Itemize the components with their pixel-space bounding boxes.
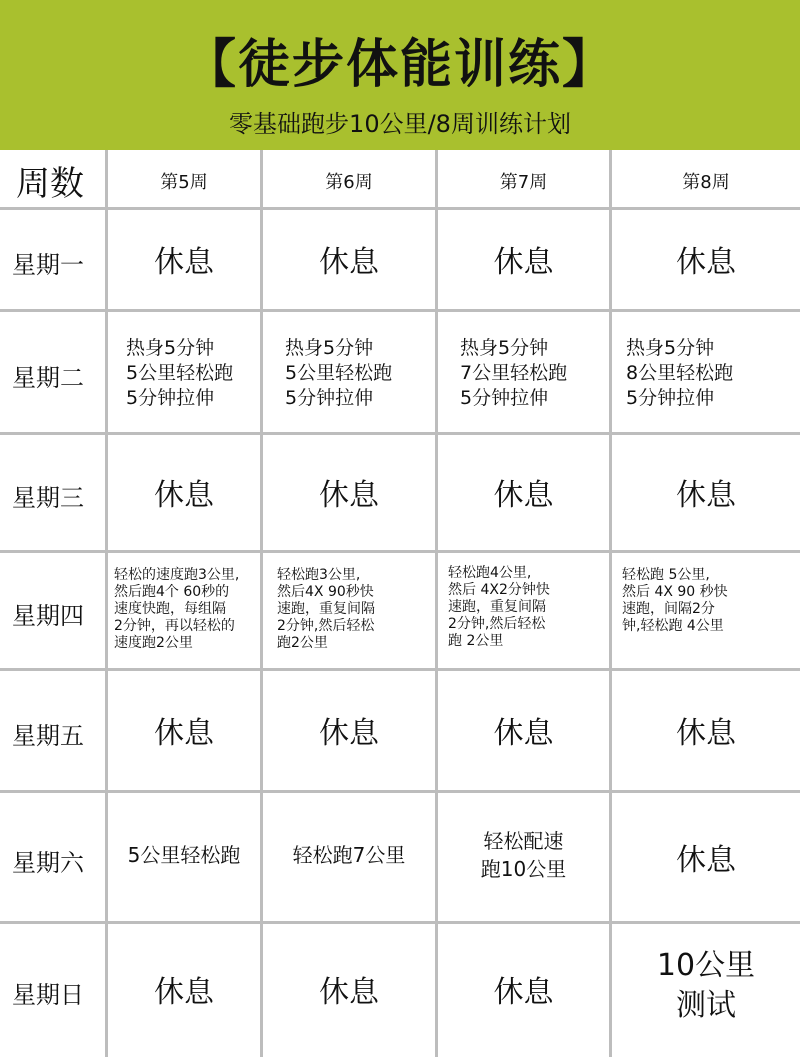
plan-cell (438, 671, 612, 793)
day-label-cell (0, 671, 108, 793)
plan-cell (438, 210, 612, 312)
page-subtitle: 零基础跑步10公里/8周训练计划 (229, 110, 571, 138)
rest-text: 休息 (493, 975, 554, 1010)
workout-text: 轻松跑4公里, 然后 4X2分钟快 速跑，重复间隔 2分钟,然后轻松 跑 2公里 (448, 565, 550, 649)
workout-text: 热身5分钟 5公里轻松跑 5分钟拉伸 (126, 337, 234, 409)
plan-cell (438, 312, 612, 435)
plan-cell (438, 924, 612, 1057)
day-label-cell (0, 924, 108, 1057)
week-header-cell (108, 150, 263, 210)
day-label: 星期六 (12, 849, 84, 877)
corner-cell (0, 150, 108, 210)
plan-cell (438, 553, 612, 671)
test-text: 10公里 测试 (656, 948, 756, 1023)
week-header-cell (612, 150, 800, 210)
plan-cell (263, 312, 438, 435)
workout-text: 轻松跑3公里, 然后4X 90秒快 速跑，重复间隔 2分钟,然后轻松 跑2公里 (277, 567, 375, 651)
rest-text: 休息 (493, 478, 554, 513)
plan-cell (108, 435, 263, 553)
header-banner (0, 0, 800, 150)
plan-cell (612, 671, 800, 793)
day-label: 星期一 (12, 251, 84, 279)
plan-cell (263, 924, 438, 1057)
week-header-cell (263, 150, 438, 210)
workout-text: 轻松的速度跑3公里, 然后跑4个 60秒的 速度快跑，每组隔 2分钟，再以轻松的 速度跑2公里 (114, 567, 240, 651)
rest-text: 休息 (676, 478, 736, 513)
rest-text: 休息 (319, 716, 379, 751)
plan-cell (108, 671, 263, 793)
plan-cell (263, 210, 438, 312)
rest-text: 休息 (154, 245, 214, 280)
plan-cell (612, 793, 800, 924)
day-label-cell (0, 435, 108, 553)
corner-label: 周数 (16, 164, 84, 204)
plan-cell (263, 671, 438, 793)
workout-text: 轻松跑7公里 (292, 843, 406, 867)
workout-text: 轻松跑 5公里, 然后 4X 90 秒快 速跑，间隔2分 钟,轻松跑 4公里 (622, 567, 728, 634)
plan-cell (108, 553, 263, 671)
week-header-label: 第5周 (160, 172, 208, 193)
plan-cell (108, 793, 263, 924)
plan-cell (108, 210, 263, 312)
rest-text: 休息 (676, 716, 736, 751)
rest-text: 休息 (676, 245, 736, 280)
rest-text: 休息 (154, 975, 214, 1010)
plan-cell (612, 924, 800, 1057)
workout-text: 热身5分钟 5公里轻松跑 5分钟拉伸 (285, 337, 393, 409)
week-header-label: 第6周 (325, 172, 373, 193)
plan-cell (438, 793, 612, 924)
plan-cell (612, 553, 800, 671)
day-label: 星期四 (12, 602, 84, 630)
rest-text: 休息 (319, 975, 379, 1010)
workout-text: 轻松配速 跑10公里 (480, 829, 567, 881)
week-header-label: 第8周 (682, 172, 730, 193)
plan-cell (612, 210, 800, 312)
week-header-cell (438, 150, 612, 210)
plan-cell (263, 435, 438, 553)
rest-text: 休息 (676, 843, 736, 878)
page-title: 【徒步体能训练】 (183, 35, 616, 95)
rest-text: 休息 (319, 478, 379, 513)
week-header-label: 第7周 (499, 172, 548, 193)
plan-cell (263, 793, 438, 924)
workout-text: 5公里轻松跑 (127, 843, 241, 867)
rest-text: 休息 (154, 716, 214, 751)
plan-cell (108, 924, 263, 1057)
plan-cell (438, 435, 612, 553)
rest-text: 休息 (493, 716, 554, 751)
day-label-cell (0, 793, 108, 924)
plan-cell (612, 312, 800, 435)
day-label-cell (0, 553, 108, 671)
workout-text: 热身5分钟 7公里轻松跑 5分钟拉伸 (460, 337, 568, 409)
day-label: 星期五 (12, 722, 84, 750)
plan-cell (612, 435, 800, 553)
workout-text: 热身5分钟 8公里轻松跑 5分钟拉伸 (626, 337, 734, 409)
rest-text: 休息 (319, 245, 379, 280)
day-label-cell (0, 312, 108, 435)
plan-cell (263, 553, 438, 671)
day-label-cell (0, 210, 108, 312)
rest-text: 休息 (154, 478, 214, 513)
plan-cell (108, 312, 263, 435)
day-label: 星期日 (12, 981, 84, 1009)
day-label: 星期二 (12, 364, 84, 392)
day-label: 星期三 (12, 484, 84, 512)
rest-text: 休息 (493, 245, 554, 280)
